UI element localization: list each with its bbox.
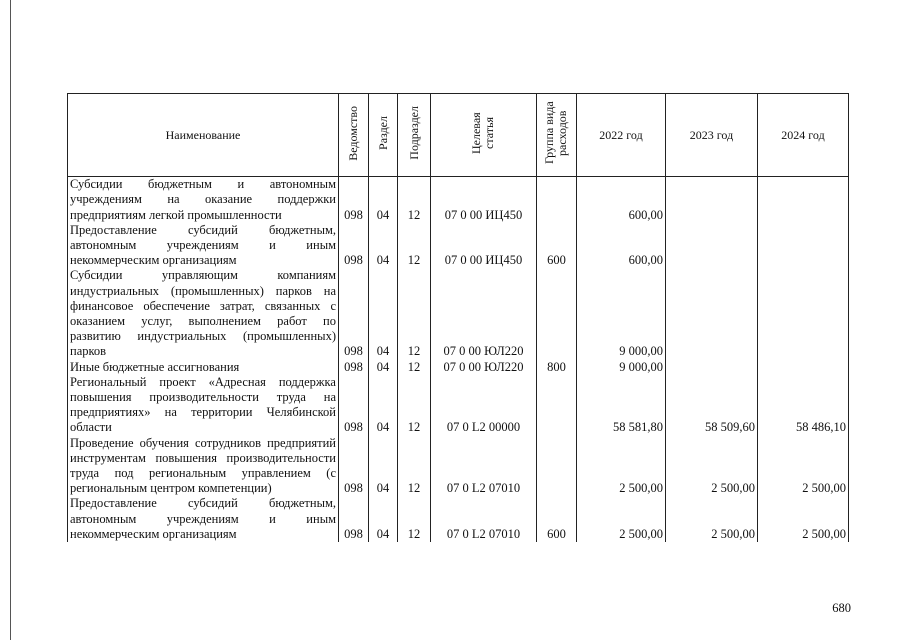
table-row [68, 223, 849, 269]
row-podrazdel: 12 [398, 436, 431, 497]
row-name: Проведение обучения сотрудников предприятий инструментам повышения производительности труда под региональным управлением (с региональным центром компетенции) [68, 436, 339, 497]
row-gruppa [537, 436, 577, 497]
row-celevaya-statya: 07 0 00 ИЦ450 [431, 177, 537, 223]
row-vedomstvo: 098 [339, 223, 369, 269]
row-razdel: 04 [369, 223, 398, 269]
row-2023 [666, 268, 758, 359]
row-gruppa [537, 375, 577, 436]
row-2024 [758, 177, 849, 223]
row-2023: 58 509,60 [666, 375, 758, 436]
row-celevaya-statya: 07 0 00 ИЦ450 [431, 223, 537, 269]
header-vedomstvo: Ведомство [339, 94, 369, 177]
budget-table [67, 93, 849, 542]
row-razdel: 04 [369, 375, 398, 436]
row-2022: 600,00 [577, 177, 666, 223]
row-gruppa: 600 [537, 496, 577, 542]
header-razdel: Раздел [369, 94, 398, 177]
row-name: Предоставление субсидий бюджетным, автономным учреждениям и иным некоммерческим организациям [68, 223, 339, 269]
header-year-2024: 2024 год [758, 94, 849, 177]
row-2022: 9 000,00 [577, 268, 666, 359]
row-name: Региональный проект «Адресная поддержка повышения производительности труда на предприятиях» на территории Челябинской области [68, 375, 339, 436]
row-2024: 58 486,10 [758, 375, 849, 436]
row-gruppa [537, 268, 577, 359]
row-celevaya-statya: 07 0 L2 07010 [431, 436, 537, 497]
row-celevaya-statya: 07 0 00 ЮЛ220 [431, 360, 537, 375]
row-name: Предоставление субсидий бюджетным, автономным учреждениям и иным некоммерческим организациям [68, 496, 339, 542]
header-podrazdel: Подраздел [398, 94, 431, 177]
table-row [68, 496, 849, 542]
row-2024 [758, 360, 849, 375]
row-2024: 2 500,00 [758, 496, 849, 542]
header-year-2022: 2022 год [577, 94, 666, 177]
row-2022: 600,00 [577, 223, 666, 269]
row-razdel: 04 [369, 268, 398, 359]
row-razdel: 04 [369, 496, 398, 542]
row-2024: 2 500,00 [758, 436, 849, 497]
row-podrazdel: 12 [398, 375, 431, 436]
row-name: Субсидии управляющим компаниям индустриальных (промышленных) парков на финансовое обеспечение затрат, связанных с оказанием услуг, выполнением работ по развитию индустриальных (промышленных) парков [68, 268, 339, 359]
row-podrazdel: 12 [398, 360, 431, 375]
row-2023: 2 500,00 [666, 436, 758, 497]
row-name: Субсидии бюджетным и автономным учреждениям на оказание поддержки предприятиям легкой промышленности [68, 177, 339, 223]
row-razdel: 04 [369, 177, 398, 223]
row-2022: 2 500,00 [577, 436, 666, 497]
row-2024 [758, 268, 849, 359]
table-row [68, 375, 849, 436]
row-2022: 9 000,00 [577, 360, 666, 375]
row-podrazdel: 12 [398, 496, 431, 542]
row-gruppa: 800 [537, 360, 577, 375]
row-name: Иные бюджетные ассигнования [68, 360, 339, 375]
row-celevaya-statya: 07 0 L2 07010 [431, 496, 537, 542]
header-gruppa-vida-rashodov: Группа вида расходов [537, 94, 577, 177]
header-year-2023: 2023 год [666, 94, 758, 177]
header-name: Наименование [68, 94, 339, 177]
row-vedomstvo: 098 [339, 177, 369, 223]
table-row [68, 177, 849, 223]
row-vedomstvo: 098 [339, 436, 369, 497]
page-number: 680 [832, 601, 851, 615]
row-2023 [666, 360, 758, 375]
table-row [68, 268, 849, 359]
row-2023 [666, 223, 758, 269]
row-podrazdel: 12 [398, 223, 431, 269]
table-header-row [68, 94, 849, 177]
scan-edge-line [10, 0, 11, 640]
row-vedomstvo: 098 [339, 268, 369, 359]
row-2022: 58 581,80 [577, 375, 666, 436]
row-razdel: 04 [369, 436, 398, 497]
row-gruppa [537, 177, 577, 223]
row-podrazdel: 12 [398, 177, 431, 223]
row-2023: 2 500,00 [666, 496, 758, 542]
row-gruppa: 600 [537, 223, 577, 269]
row-2022: 2 500,00 [577, 496, 666, 542]
table-row [68, 360, 849, 375]
row-vedomstvo: 098 [339, 360, 369, 375]
table-row [68, 436, 849, 497]
header-celevaya-statya: Целевая статья [431, 94, 537, 177]
row-celevaya-statya: 07 0 00 ЮЛ220 [431, 268, 537, 359]
row-podrazdel: 12 [398, 268, 431, 359]
row-vedomstvo: 098 [339, 375, 369, 436]
row-celevaya-statya: 07 0 L2 00000 [431, 375, 537, 436]
row-2023 [666, 177, 758, 223]
row-razdel: 04 [369, 360, 398, 375]
row-vedomstvo: 098 [339, 496, 369, 542]
row-2024 [758, 223, 849, 269]
